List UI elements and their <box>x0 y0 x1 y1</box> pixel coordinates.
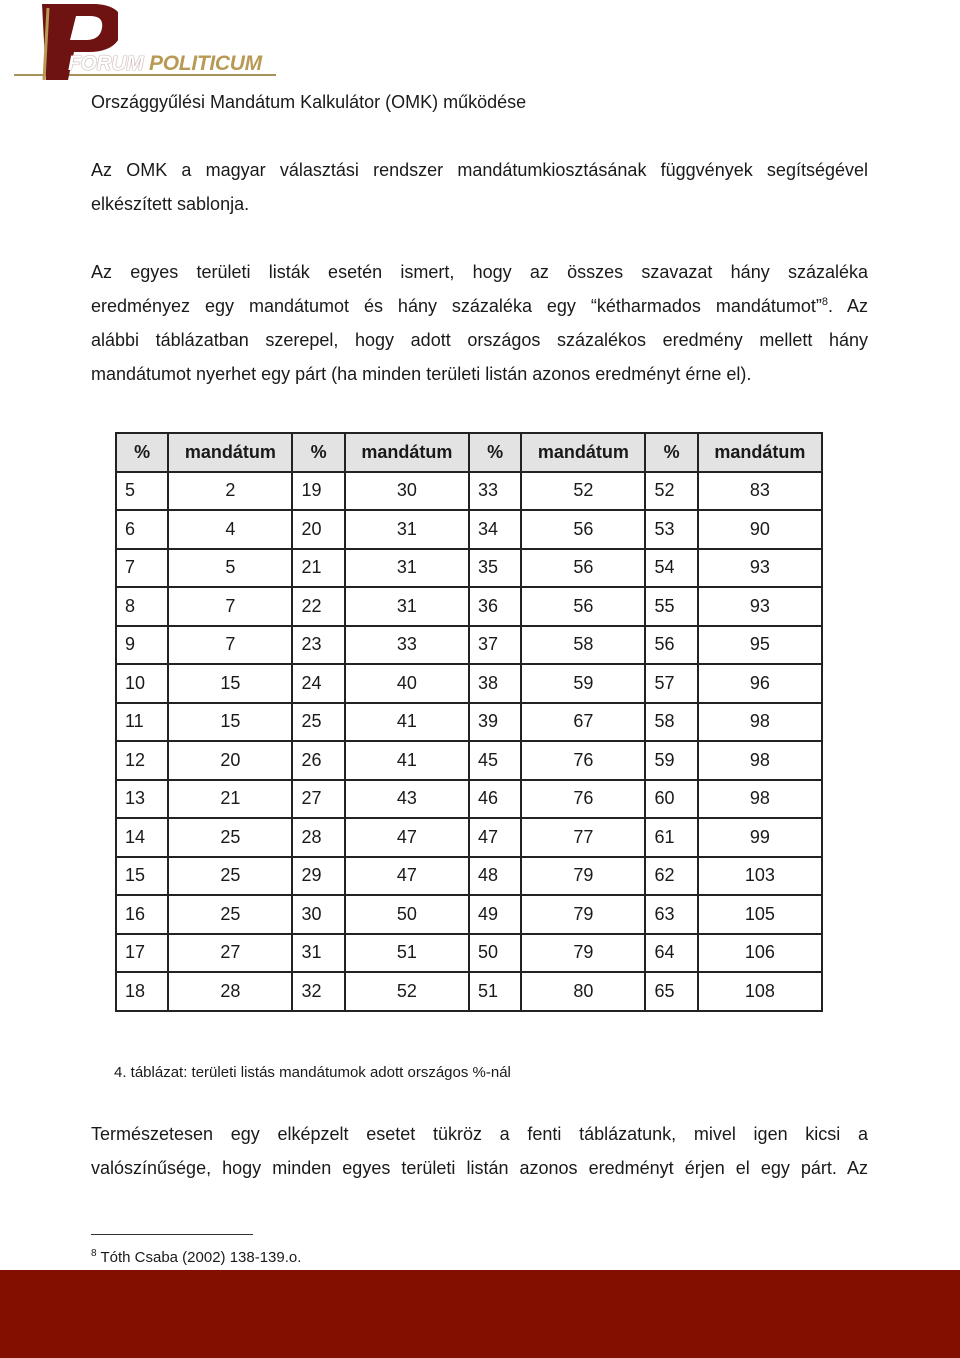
logo-word-politicum: POLITICUM <box>149 52 262 75</box>
footer-bar <box>0 1270 960 1358</box>
cell-percent: 13 <box>116 780 168 819</box>
explanation-line-4: mandátumot nyerhet egy párt (ha minden területi listán azonos eredményt érne el). <box>91 364 752 384</box>
cell-mandate: 90 <box>698 510 822 549</box>
cell-mandate: 47 <box>345 818 469 857</box>
cell-mandate: 96 <box>698 664 822 703</box>
cell-percent: 9 <box>116 626 168 665</box>
cell-percent: 50 <box>469 934 521 973</box>
cell-mandate: 7 <box>168 626 292 665</box>
cell-mandate: 98 <box>698 703 822 742</box>
header-mandate: mandátum <box>345 433 469 472</box>
cell-mandate: 56 <box>521 549 645 588</box>
table-row <box>116 934 822 973</box>
table-row <box>116 972 822 1011</box>
cell-mandate: 52 <box>345 972 469 1011</box>
cell-mandate: 79 <box>521 895 645 934</box>
cell-percent: 6 <box>116 510 168 549</box>
cell-percent: 11 <box>116 703 168 742</box>
cell-percent: 65 <box>645 972 697 1011</box>
cell-percent: 25 <box>292 703 344 742</box>
cell-percent: 57 <box>645 664 697 703</box>
intro-line-2: elkészített sablonja. <box>91 194 250 214</box>
header-mandate: mandátum <box>521 433 645 472</box>
cell-percent: 54 <box>645 549 697 588</box>
header-percent: % <box>116 433 168 472</box>
cell-percent: 47 <box>469 818 521 857</box>
footnote-text: Tóth Csaba (2002) 138-139.o. <box>96 1249 302 1266</box>
cell-percent: 14 <box>116 818 168 857</box>
cell-percent: 21 <box>292 549 344 588</box>
cell-mandate: 56 <box>521 587 645 626</box>
cell-percent: 56 <box>645 626 697 665</box>
header-mandate: mandátum <box>698 433 822 472</box>
cell-percent: 24 <box>292 664 344 703</box>
cell-mandate: 4 <box>168 510 292 549</box>
footnote-number: 8 <box>91 1248 97 1259</box>
cell-percent: 32 <box>292 972 344 1011</box>
cell-mandate: 28 <box>168 972 292 1011</box>
cell-mandate: 98 <box>698 780 822 819</box>
explanation-line-3: alábbi táblázatban szerepel, hogy adott országos százalékos eredmény mellett hány <box>91 330 868 350</box>
table-row <box>116 626 822 665</box>
cell-percent: 64 <box>645 934 697 973</box>
closing-line-2: valószínűsége, hogy minden egyes területi listán azonos eredményt érjen el egy párt. Az <box>91 1158 868 1178</box>
cell-mandate: 25 <box>168 818 292 857</box>
table-row <box>116 818 822 857</box>
cell-mandate: 40 <box>345 664 469 703</box>
cell-mandate: 106 <box>698 934 822 973</box>
table-row <box>116 780 822 819</box>
cell-percent: 30 <box>292 895 344 934</box>
cell-mandate: 76 <box>521 780 645 819</box>
cell-percent: 23 <box>292 626 344 665</box>
cell-percent: 35 <box>469 549 521 588</box>
table-row <box>116 549 822 588</box>
cell-mandate: 51 <box>345 934 469 973</box>
cell-percent: 31 <box>292 934 344 973</box>
cell-percent: 38 <box>469 664 521 703</box>
explanation-line-1: Az egyes területi listák esetén ismert, hogy az összes szavazat hány százaléka <box>91 262 868 282</box>
table-row <box>116 472 822 511</box>
cell-mandate: 25 <box>168 857 292 896</box>
closing-paragraph <box>91 1117 868 1185</box>
footnote <box>91 1248 301 1266</box>
cell-mandate: 15 <box>168 703 292 742</box>
cell-mandate: 103 <box>698 857 822 896</box>
cell-percent: 58 <box>645 703 697 742</box>
table-row <box>116 895 822 934</box>
cell-mandate: 77 <box>521 818 645 857</box>
cell-mandate: 56 <box>521 510 645 549</box>
cell-percent: 37 <box>469 626 521 665</box>
cell-percent: 27 <box>292 780 344 819</box>
table-caption: 4. táblázat: területi listás mandátumok adott országos %-nál <box>114 1064 511 1081</box>
cell-percent: 55 <box>645 587 697 626</box>
explanation-line-2 <box>91 289 868 323</box>
cell-mandate: 30 <box>345 472 469 511</box>
cell-percent: 10 <box>116 664 168 703</box>
cell-percent: 33 <box>469 472 521 511</box>
cell-mandate: 47 <box>345 857 469 896</box>
table-row <box>116 510 822 549</box>
cell-percent: 29 <box>292 857 344 896</box>
cell-percent: 51 <box>469 972 521 1011</box>
cell-mandate: 98 <box>698 741 822 780</box>
explanation-line-2-text: eredményez egy mandátumot és hány százaléka egy “kétharmados mandátumot” <box>91 296 822 316</box>
footnote-divider <box>91 1234 253 1235</box>
cell-percent: 5 <box>116 472 168 511</box>
table-row <box>116 857 822 896</box>
cell-mandate: 108 <box>698 972 822 1011</box>
footnote-reference[interactable]: 8 <box>821 296 829 308</box>
table-row <box>116 741 822 780</box>
cell-percent: 18 <box>116 972 168 1011</box>
cell-percent: 59 <box>645 741 697 780</box>
cell-percent: 46 <box>469 780 521 819</box>
header-percent: % <box>292 433 344 472</box>
cell-percent: 45 <box>469 741 521 780</box>
cell-mandate: 58 <box>521 626 645 665</box>
header-mandate: mandátum <box>168 433 292 472</box>
cell-mandate: 79 <box>521 934 645 973</box>
cell-percent: 36 <box>469 587 521 626</box>
document-title: Országgyűlési Mandátum Kalkulátor (OMK) működése <box>91 92 527 112</box>
cell-mandate: 20 <box>168 741 292 780</box>
cell-percent: 22 <box>292 587 344 626</box>
cell-percent: 12 <box>116 741 168 780</box>
cell-percent: 19 <box>292 472 344 511</box>
cell-percent: 28 <box>292 818 344 857</box>
logo-word-forum: FORUM <box>68 52 144 75</box>
cell-mandate: 41 <box>345 703 469 742</box>
forum-politicum-logo <box>6 2 276 82</box>
cell-mandate: 50 <box>345 895 469 934</box>
cell-percent: 61 <box>645 818 697 857</box>
cell-mandate: 21 <box>168 780 292 819</box>
cell-percent: 8 <box>116 587 168 626</box>
table-header-row <box>116 433 822 472</box>
cell-mandate: 93 <box>698 587 822 626</box>
cell-percent: 17 <box>116 934 168 973</box>
cell-mandate: 7 <box>168 587 292 626</box>
cell-mandate: 25 <box>168 895 292 934</box>
table-body <box>116 472 822 1011</box>
cell-percent: 20 <box>292 510 344 549</box>
intro-paragraph <box>91 153 868 221</box>
cell-percent: 48 <box>469 857 521 896</box>
mandate-table <box>115 432 823 1012</box>
cell-mandate: 76 <box>521 741 645 780</box>
cell-percent: 15 <box>116 857 168 896</box>
explanation-line-2-tail: . Az <box>828 296 869 316</box>
cell-mandate: 27 <box>168 934 292 973</box>
table-row <box>116 587 822 626</box>
cell-mandate: 79 <box>521 857 645 896</box>
cell-mandate: 2 <box>168 472 292 511</box>
cell-mandate: 43 <box>345 780 469 819</box>
cell-mandate: 59 <box>521 664 645 703</box>
cell-mandate: 15 <box>168 664 292 703</box>
cell-percent: 52 <box>645 472 697 511</box>
cell-percent: 26 <box>292 741 344 780</box>
cell-mandate: 95 <box>698 626 822 665</box>
cell-mandate: 31 <box>345 587 469 626</box>
cell-percent: 39 <box>469 703 521 742</box>
cell-percent: 60 <box>645 780 697 819</box>
cell-percent: 49 <box>469 895 521 934</box>
cell-mandate: 5 <box>168 549 292 588</box>
table-row <box>116 703 822 742</box>
cell-mandate: 83 <box>698 472 822 511</box>
table-row <box>116 664 822 703</box>
cell-mandate: 52 <box>521 472 645 511</box>
cell-mandate: 80 <box>521 972 645 1011</box>
cell-mandate: 93 <box>698 549 822 588</box>
cell-mandate: 99 <box>698 818 822 857</box>
cell-percent: 63 <box>645 895 697 934</box>
cell-mandate: 67 <box>521 703 645 742</box>
cell-mandate: 41 <box>345 741 469 780</box>
header-percent: % <box>645 433 697 472</box>
cell-percent: 7 <box>116 549 168 588</box>
cell-mandate: 33 <box>345 626 469 665</box>
cell-percent: 53 <box>645 510 697 549</box>
logo-wordmark <box>68 52 262 76</box>
cell-mandate: 31 <box>345 549 469 588</box>
cell-percent: 62 <box>645 857 697 896</box>
cell-percent: 34 <box>469 510 521 549</box>
closing-line-1: Természetesen egy elképzelt esetet tükröz a fenti táblázatunk, mivel igen kicsi a <box>91 1124 868 1144</box>
intro-line-1: Az OMK a magyar választási rendszer mandátumkiosztásának függvények segítségével <box>91 160 868 180</box>
cell-mandate: 105 <box>698 895 822 934</box>
header-percent: % <box>469 433 521 472</box>
cell-mandate: 31 <box>345 510 469 549</box>
cell-percent: 16 <box>116 895 168 934</box>
explanation-paragraph <box>91 255 868 391</box>
